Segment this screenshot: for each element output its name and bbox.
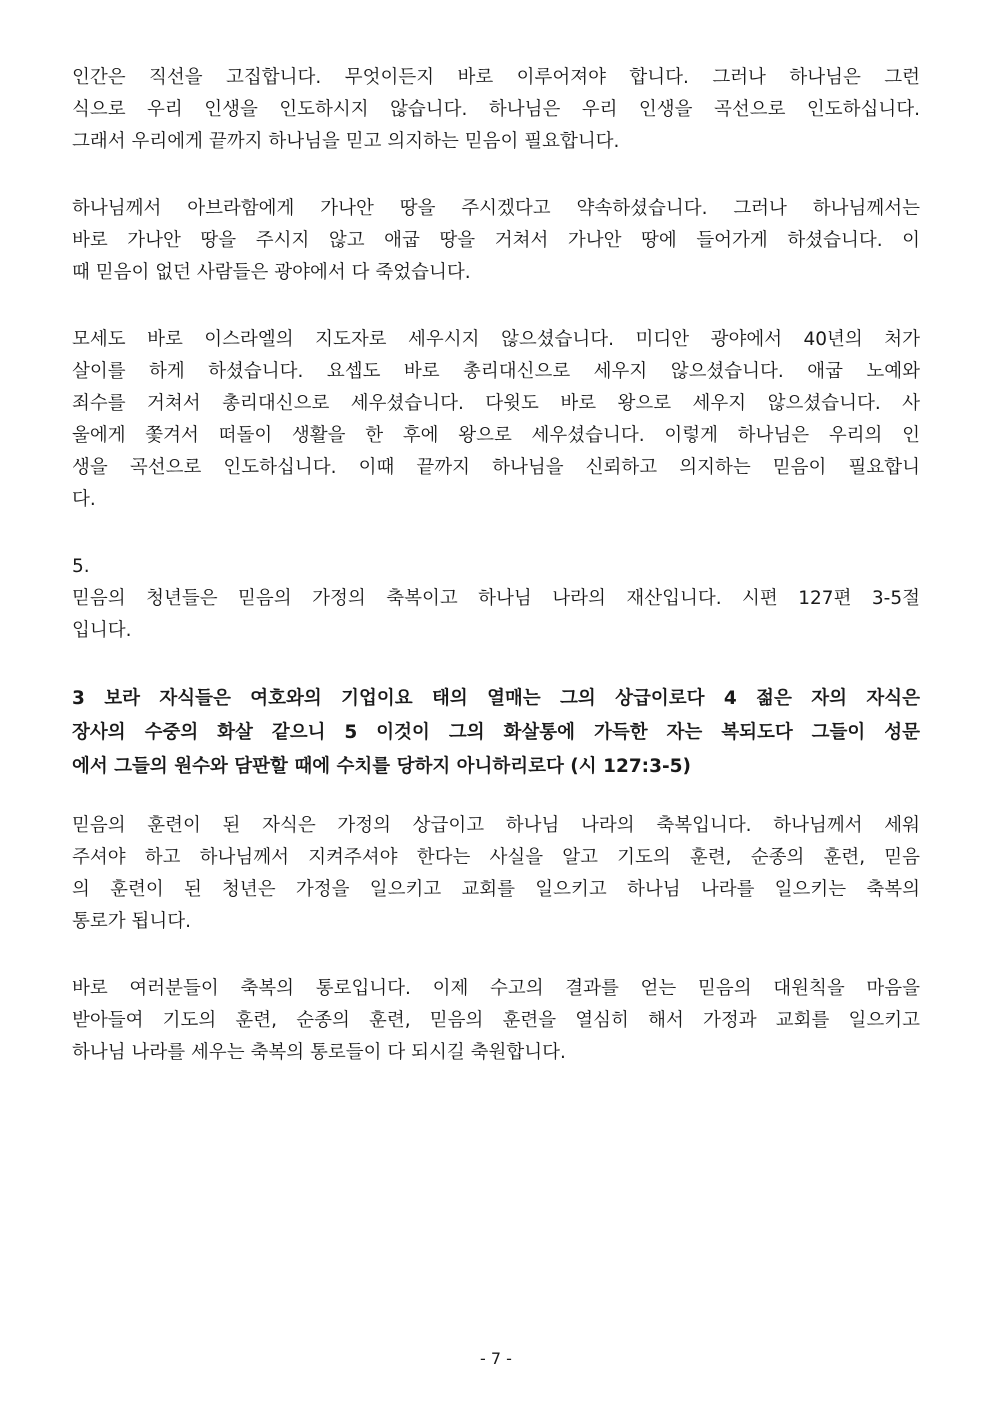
section-number: 5. [72,556,90,577]
paragraph-5 [72,810,920,938]
text-line: 때 믿음이 없던 사람들은 광야에서 다 죽었습니다. [72,262,471,283]
scripture-line: 에서 그들의 원수와 담판할 때에 수치를 당하지 아니하리로다 (시 127:3-5) [72,756,691,777]
text-line: 울에게 쫓겨서 떠돌이 생활을 한 후에 왕으로 세우셨습니다. 이렇게 하나님은 우리의 인 [72,425,920,446]
text-line: 주셔야 하고 하나님께서 지켜주셔야 한다는 사실을 알고 기도의 훈련, 순종의 훈련, 믿음 [72,847,920,868]
scripture-line: 장사의 수중의 화살 같으니 5 이것이 그의 화살통에 가득한 자는 복되도다 그들이 성문 [72,722,920,743]
text-line: 인간은 직선을 고집합니다. 무엇이든지 바로 이루어져야 합니다. 그러나 하나님은 그런 [72,67,920,88]
text-line: 식으로 우리 인생을 인도하시지 않습니다. 하나님은 우리 인생을 곡선으로 인도하십니다. [72,99,920,120]
paragraph-2 [72,193,920,289]
scripture-quote [72,682,920,784]
paragraph-3 [72,324,920,516]
text-line: 살이를 하게 하셨습니다. 요셉도 바로 총리대신으로 세우지 않으셨습니다. 애굽 노예와 [72,361,920,382]
text-line: 바로 여러분들이 축복의 통로입니다. 이제 수고의 결과를 얻는 믿음의 대원칙을 마음을 [72,978,920,999]
text-line: 입니다. [72,620,132,641]
text-line: 의 훈련이 된 청년은 가정을 일으키고 교회를 일으키고 하나님 나라를 일으키는 축복의 [72,879,920,900]
paragraph-6 [72,973,920,1069]
scripture-line: 3 보라 자식들은 여호와의 기업이요 태의 열매는 그의 상급이로다 4 젊은 자의 자식은 [72,688,920,709]
text-line: 하나님께서 아브라함에게 가나안 땅을 주시겠다고 약속하셨습니다. 그러나 하나님께서는 [72,198,920,219]
text-line: 모세도 바로 이스라엘의 지도자로 세우시지 않으셨습니다. 미디안 광야에서 40년의 처가 [72,329,920,350]
page-number: - 7 - [480,1349,512,1368]
paragraph-1 [72,62,920,158]
text-line: 믿음의 훈련이 된 자식은 가정의 상급이고 하나님 나라의 축복입니다. 하나님께서 세워 [72,815,920,836]
text-line: 믿음의 청년들은 믿음의 가정의 축복이고 하나님 나라의 재산입니다. 시편 127편 3-5절 [72,588,920,609]
text-line: 생을 곡선으로 인도하십니다. 이때 끝까지 하나님을 신뢰하고 의지하는 믿음이 필요합니 [72,457,920,478]
page-content [72,62,920,1069]
text-line: 죄수를 거쳐서 총리대신으로 세우셨습니다. 다윗도 바로 왕으로 세우지 않으셨습니다. 사 [72,393,920,414]
text-line: 바로 가나안 땅을 주시지 않고 애굽 땅을 거쳐서 가나안 땅에 들어가게 하셨습니다. 이 [72,230,920,251]
text-line: 다. [72,489,96,510]
text-line: 받아들여 기도의 훈련, 순종의 훈련, 믿음의 훈련을 열심히 해서 가정과 교회를 일으키고 [72,1010,920,1031]
text-line: 그래서 우리에게 끝까지 하나님을 믿고 의지하는 믿음이 필요합니다. [72,131,620,152]
paragraph-4 [72,583,920,647]
text-line: 통로가 됩니다. [72,911,191,932]
text-line: 하나님 나라를 세우는 축복의 통로들이 다 되시길 축원합니다. [72,1042,566,1063]
